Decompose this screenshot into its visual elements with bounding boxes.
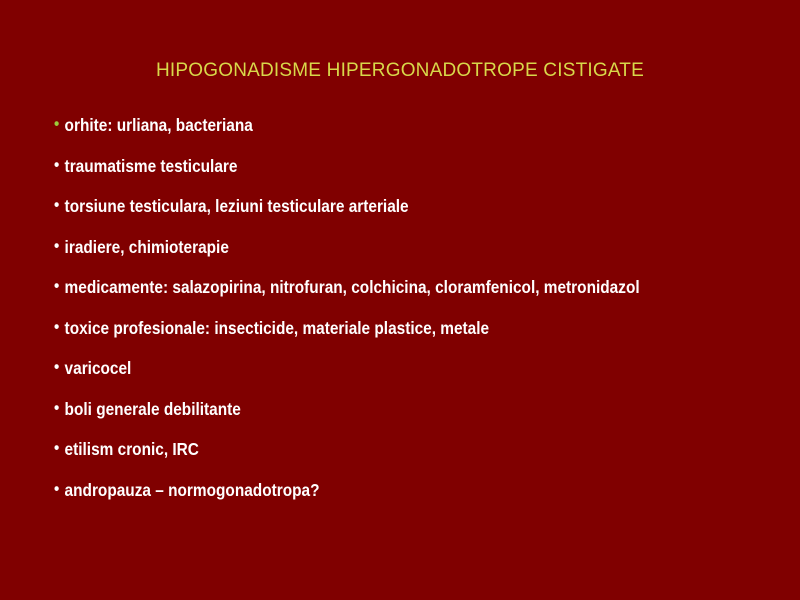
list-item	[54, 437, 640, 478]
bullet-list	[54, 113, 719, 518]
list-item-text: orhite: urliana, bacteriana	[64, 115, 253, 135]
list-item	[54, 275, 640, 316]
bullet-icon: •	[54, 235, 60, 255]
bullet-icon: •	[54, 276, 60, 295]
bullet-icon: •	[54, 316, 60, 336]
list-item-text: traumatisme testiculare	[64, 155, 238, 176]
bullet-icon: •	[54, 478, 60, 498]
list-item-text: toxice profesionale: insecticide, materiale plastice, metale	[64, 317, 490, 338]
slide-title: HIPOGONADISME HIPERGONADOTROPE CISTIGATE	[156, 60, 644, 81]
list-item-text: torsiune testiculara, leziuni testiculare arteriale	[64, 196, 409, 216]
bullet-icon: •	[54, 195, 60, 214]
list-item	[54, 113, 640, 154]
bullet-icon: •	[54, 114, 60, 133]
list-item-text: iradiere, chimioterapie	[64, 236, 229, 257]
list-item-text: etilism cronic, IRC	[64, 439, 199, 459]
list-item	[54, 194, 640, 235]
list-item	[54, 356, 640, 397]
bullet-icon: •	[54, 438, 60, 457]
bullet-icon: •	[54, 357, 60, 376]
list-item	[54, 478, 640, 519]
list-item-text: boli generale debilitante	[64, 398, 241, 419]
list-item-text: andropauza – normogonadotropa?	[64, 479, 320, 500]
bullet-icon: •	[54, 154, 60, 174]
list-item	[54, 397, 640, 438]
bullet-icon: •	[54, 397, 60, 417]
list-item	[54, 235, 640, 276]
list-item	[54, 154, 640, 195]
list-item	[54, 316, 640, 357]
list-item-text: medicamente: salazopirina, nitrofuran, colchicina, cloramfenicol, metronidazol	[64, 277, 640, 297]
list-item-text: varicocel	[64, 358, 132, 378]
